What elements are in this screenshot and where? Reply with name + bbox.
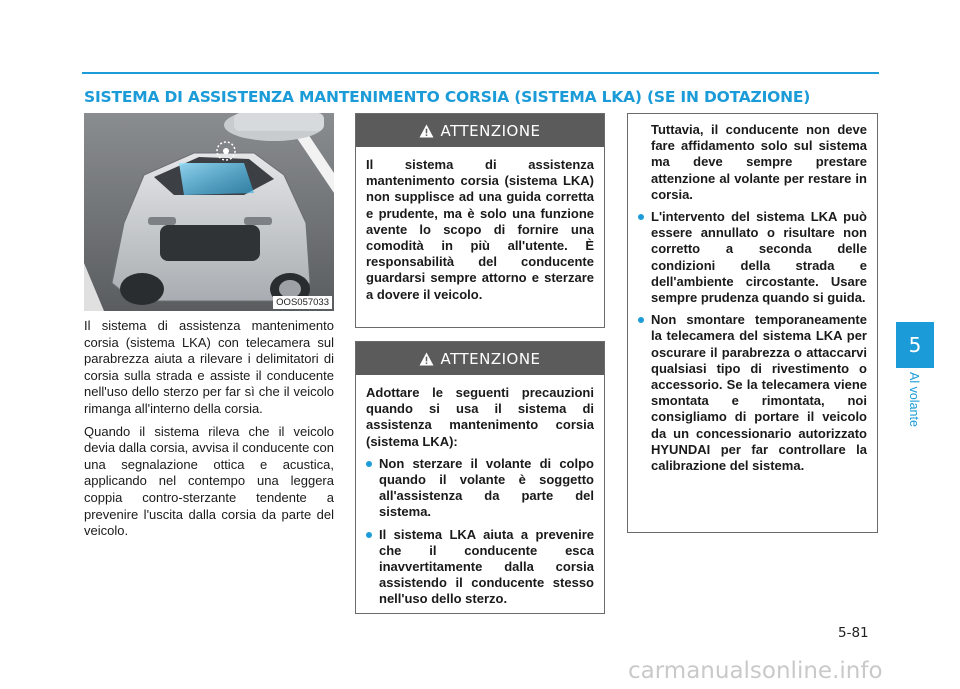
warning-box	[355, 113, 605, 328]
lka-camera-illustration	[84, 113, 334, 311]
list-item	[638, 122, 867, 203]
list-item: Il sistema LKA aiuta a prevenire che il conducente esca inavvertitamente dalla corsia assistendo il conducente stesso nell'uso dello sterzo.	[366, 527, 594, 608]
warning-box	[355, 341, 605, 614]
list-item: L'intervento del sistema LKA può essere annullato o risultare non corretto a seconda delle condizioni della strada e dell'ambiente circostante. Usare sempre prudenza quando si guida.	[638, 209, 867, 306]
bullet-dot-icon	[638, 214, 644, 220]
page-number: 5-81	[838, 625, 869, 641]
warning-bullet-list	[366, 456, 594, 608]
intro-paragraph: Il sistema di assistenza mantenimento corsia (sistema LKA) con telecamera sul parabrezza aiuta a rilevare i delimitatori di corsia sulla strada e assiste il conducente nell'uso dello sterzo per far sì che il veicolo rimanga all'interno della corsia.	[84, 318, 334, 416]
warning-heading: ATTENZIONE	[440, 121, 541, 140]
warning-triangle-icon	[419, 352, 434, 366]
continuation-lead: Tuttavia, il conducente non deve fare affidamento solo sul sistema ma deve sempre prestare attenzione al volante per restare in corsia.	[651, 122, 867, 202]
section-title: SISTEMA DI ASSISTENZA MANTENIMENTO CORSIA (SISTEMA LKA) (SE IN DOTAZIONE)	[84, 88, 811, 106]
warning-heading: ATTENZIONE	[440, 349, 541, 368]
list-item: Non smontare temporaneamente la telecamera del sistema LKA per oscurare il parabrezza o attaccarvi qualsiasi tipo di rivestimento o accessorio. Se la telecamera viene smontata e rimontata, noi consigliamo di portare il veicolo da un concessionario autorizzato HYUNDAI per far controllare la calibrazione del sistema.	[638, 312, 867, 474]
bullet-dot-icon	[366, 461, 372, 467]
list-item: Non sterzare il volante di colpo quando il volante è soggetto all'assistenza da parte del sistema.	[366, 456, 594, 521]
chapter-tab: 5	[896, 322, 934, 368]
intro-paragraph: Quando il sistema rileva che il veicolo devia dalla corsia, avvisa il conducente con una segnalazione ottica e acustica, applicando nel contempo una leggera coppia contro-sterzante tendente a prevenire l'uscita dalla corsia da parte del veicolo.	[84, 423, 334, 539]
bullet-dot-icon	[366, 532, 372, 538]
warning-header	[356, 114, 604, 147]
intro-text	[84, 318, 334, 546]
warning-triangle-icon	[419, 124, 434, 138]
warning-continuation-box	[627, 113, 878, 533]
continuation-list	[638, 122, 867, 474]
top-rule	[82, 72, 879, 74]
warning-text: Il sistema di assistenza mantenimento corsia (sistema LKA) non supplisce ad una guida corretta e prudente, ma è solo una funzione avente lo scopo di fornire una comodità in più all'utente. È responsabilità del conducente guardarsi sempre attorno e sterzare a dovere il veicolo.	[366, 157, 594, 302]
bullet-dot-icon	[638, 317, 644, 323]
chapter-label: Al volante	[907, 372, 921, 427]
warning-intro: Adottare le seguenti precauzioni quando si usa il sistema di assistenza mantenimento corsia (sistema LKA):	[366, 385, 594, 449]
car-illustration-svg	[84, 113, 334, 311]
figure-code: OOS057033	[273, 296, 332, 309]
watermark: carmanualsonline.info	[628, 658, 883, 684]
warning-header	[356, 342, 604, 375]
